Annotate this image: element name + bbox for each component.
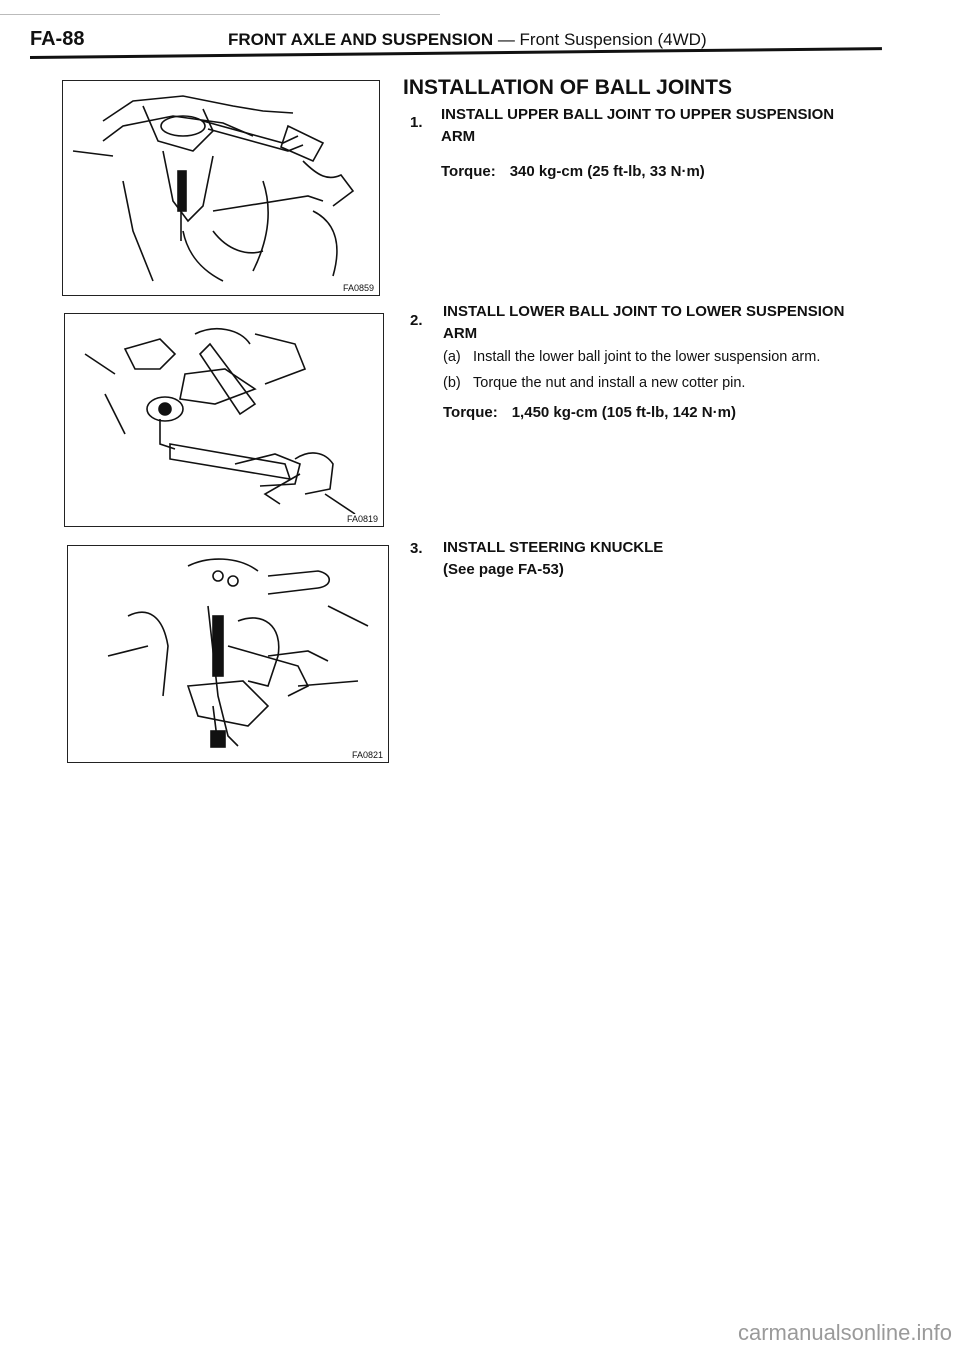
figure-code: FA0859 <box>342 283 374 293</box>
substep-label: (b) <box>443 375 461 391</box>
substep-text: Install the lower ball joint to the lower suspension arm. <box>473 349 821 365</box>
step-2-title-line-1: INSTALL LOWER BALL JOINT TO LOWER SUSPENSION <box>443 303 845 320</box>
steering-knuckle-illustration <box>68 546 388 762</box>
substep-label: (a) <box>443 349 461 365</box>
step-2-title-line-2: ARM <box>443 325 478 342</box>
step-3-title-line-1: INSTALL STEERING KNUCKLE <box>443 539 664 556</box>
step-1-number: 1. <box>410 114 423 131</box>
header-title-bold: FRONT AXLE AND SUSPENSION <box>228 30 494 49</box>
substep-text: Torque the nut and install a new cotter pin. <box>473 375 746 391</box>
figure-lower-ball-joint <box>64 313 384 527</box>
header-title-rest: — Front Suspension (4WD) <box>493 30 707 49</box>
step-2-number: 2. <box>410 312 423 329</box>
torque-value: 340 kg-cm (25 ft-lb, 33 N·m) <box>509 163 705 180</box>
step-2-torque <box>443 404 736 421</box>
figure-steering-knuckle <box>67 545 389 763</box>
page-number: FA-88 <box>30 28 85 50</box>
page-header-title <box>228 30 707 50</box>
step-2-substep-a <box>443 349 820 365</box>
scan-top-rule <box>0 14 440 15</box>
step-3-title-line-2: (See page FA-53) <box>443 561 564 578</box>
step-1-title <box>441 104 834 148</box>
lower-ball-joint-illustration <box>65 314 383 526</box>
torque-label: Torque: <box>441 163 496 180</box>
figure-code: FA0819 <box>346 514 378 524</box>
step-3-number: 3. <box>410 540 423 557</box>
torque-label: Torque: <box>443 404 498 421</box>
upper-ball-joint-illustration <box>63 81 379 295</box>
torque-value: 1,450 kg-cm (105 ft-lb, 142 N·m) <box>511 404 736 421</box>
step-2-substep-b <box>443 375 745 391</box>
step-1-title-line-1: INSTALL UPPER BALL JOINT TO UPPER SUSPENSION <box>441 106 835 123</box>
section-title: INSTALLATION OF BALL JOINTS <box>403 76 732 99</box>
figure-code: FA0821 <box>351 750 383 760</box>
step-2-title <box>443 301 844 345</box>
watermark: carmanualsonline.info <box>737 1320 952 1345</box>
step-3-title <box>443 537 663 581</box>
figure-upper-ball-joint <box>62 80 380 296</box>
step-1-title-line-2: ARM <box>441 128 476 145</box>
step-1-torque <box>441 163 705 180</box>
